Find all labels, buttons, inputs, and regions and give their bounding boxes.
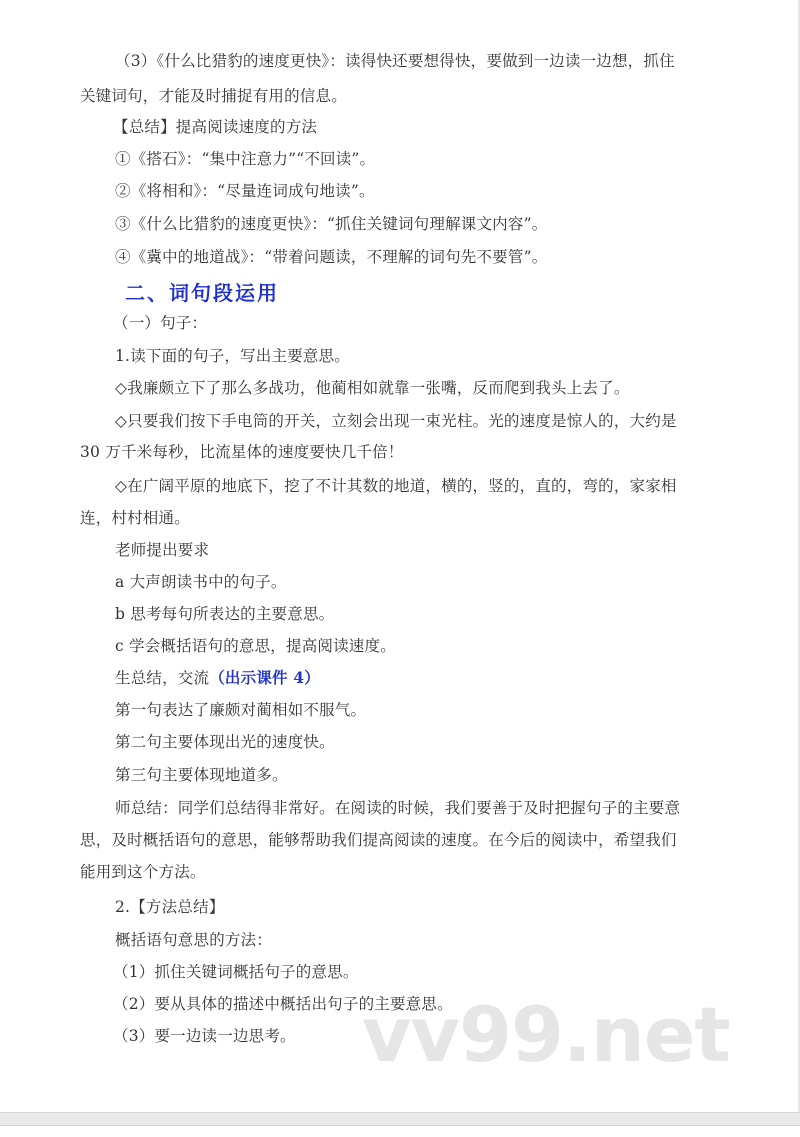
method-intro: 概括语句意思的方法：	[115, 931, 273, 949]
method-item: （2）要从具体的描述中概括出句子的主要意思。	[113, 995, 453, 1013]
method-item: （1）抓住关键词概括句子的意思。	[113, 963, 359, 981]
student-summary	[115, 668, 320, 688]
teacher-summary: 思，及时概括语句的意思，能够帮助我们提高阅读的速度。在今后的阅读中，希望我们	[80, 831, 677, 849]
summary-item: ①《搭石》：“集中注意力”“不回读”。	[115, 150, 376, 168]
answer-line: 第三句主要体现地道多。	[115, 766, 288, 784]
requirement-item: b 思考每句所表达的主要意思。	[115, 605, 335, 623]
example-sentence: ◇在广阔平原的地底下，挖了不计其数的地道，横的，竖的，直的，弯的，家家相	[115, 477, 677, 495]
student-summary-text: 生总结，交流	[115, 669, 210, 687]
paragraph-line: （3）《什么比猎豹的速度更快》：读得快还要想得快，要做到一边读一边想，抓住	[115, 52, 675, 70]
requirement-title: 老师提出要求	[115, 541, 210, 559]
requirement-item: c 学会概括语句的意思，提高阅读速度。	[115, 637, 396, 655]
page-separator	[0, 1112, 800, 1126]
example-sentence: ◇只要我们按下手电筒的开关，立刻会出现一束光柱。光的速度是惊人的，大约是	[115, 412, 677, 430]
method-title: 2.【方法总结】	[115, 898, 225, 916]
summary-title: 【总结】提高阅读速度的方法	[113, 118, 318, 136]
example-sentence: ◇我廉颇立下了那么多战功，他蔺相如就靠一张嘴，反而爬到我头上去了。	[115, 379, 630, 397]
question: 1.读下面的句子，写出主要意思。	[115, 347, 350, 365]
answer-line: 第二句主要体现出光的速度快。	[115, 733, 335, 751]
summary-item: ④《冀中的地道战》：“带着问题读，不理解的词句先不要管”。	[115, 248, 548, 266]
example-sentence: 连，村村相通。	[80, 509, 190, 527]
summary-item: ③《什么比猎豹的速度更快》：“抓住关键词句理解课文内容”。	[115, 215, 548, 233]
teacher-summary: 能用到这个方法。	[80, 863, 206, 881]
courseware-note: （出示课件 4）	[209, 668, 320, 687]
subheading: （一）句子：	[113, 314, 208, 332]
paragraph-line: 关键词句，才能及时捕捉有用的信息。	[80, 87, 347, 105]
answer-line: 第一句表达了廉颇对蔺相如不服气。	[115, 701, 367, 719]
section-heading: 二、词句段运用	[125, 281, 279, 305]
method-item: （3）要一边读一边思考。	[113, 1027, 296, 1045]
example-sentence: 30 万千米每秒，比流星体的速度要快几千倍！	[80, 443, 404, 461]
teacher-summary: 师总结：同学们总结得非常好。在阅读的时候，我们要善于及时把握句子的主要意	[115, 799, 681, 817]
requirement-item: a 大声朗读书中的句子。	[115, 573, 287, 591]
summary-item: ②《将相和》：“尽量连词成句地读”。	[115, 182, 375, 200]
watermark: vv99.net	[362, 990, 730, 1079]
